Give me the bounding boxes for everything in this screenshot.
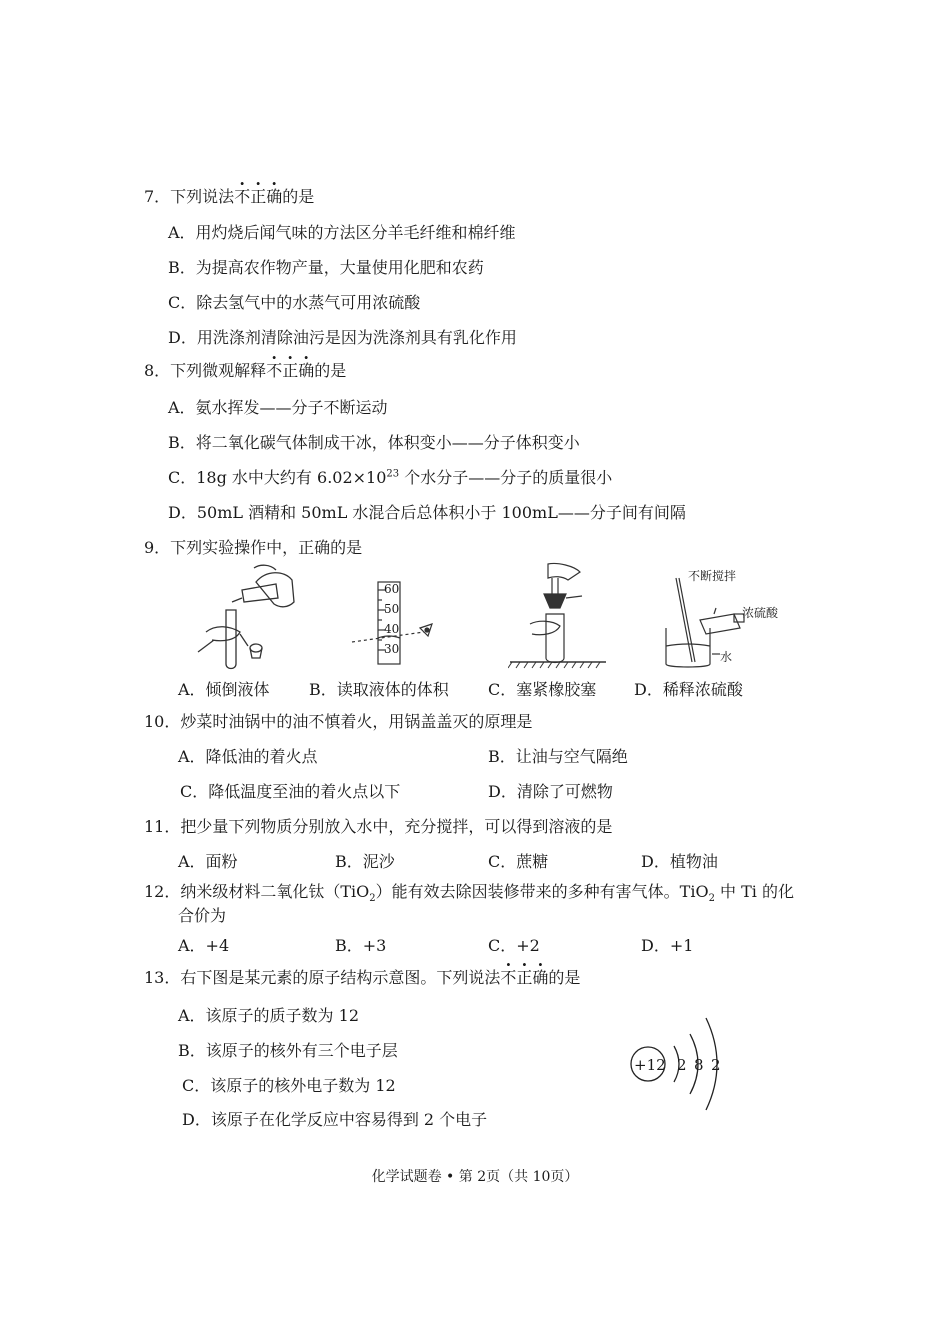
q8-option-b: B．将二氧化碳气体制成干冰，体积变小——分子体积变小 <box>168 433 580 452</box>
q9-caption-a: A．倾倒液体 <box>178 680 270 699</box>
q10-stem: 10．炒菜时油锅中的油不慎着火，用锅盖盖灭的原理是 <box>144 712 533 731</box>
q11-option-c: C．蔗糖 <box>488 852 549 871</box>
q12-option-a: A．+4 <box>178 936 230 955</box>
q12-option-c: C．+2 <box>488 936 540 955</box>
shell-electrons: 8 <box>694 1056 704 1074</box>
q10-option-b: B．让油与空气隔绝 <box>488 747 628 766</box>
tick-label: 60 <box>384 582 400 596</box>
q13-option-b: B．该原子的核外有三个电子层 <box>178 1041 398 1060</box>
q9-caption-b: B．读取液体的体积 <box>309 680 449 699</box>
tick-label: 50 <box>384 602 400 616</box>
q8-option-a: A．氨水挥发——分子不断运动 <box>168 398 388 417</box>
q7-option-c: C．除去氢气中的水蒸气可用浓硫酸 <box>168 293 421 312</box>
q13-stem: 13．右下图是某元素的原子结构示意图。下列说法不正确的是 <box>144 968 581 987</box>
q11-option-a: A．面粉 <box>178 852 238 871</box>
q13-option-c: C．该原子的核外电子数为 12 <box>182 1076 396 1095</box>
q7-option-a: A．用灼烧后闻气味的方法区分羊毛纤维和棉纤维 <box>168 223 516 242</box>
water-label: 水 <box>720 650 733 664</box>
q9-caption-c: C．塞紧橡胶塞 <box>488 680 597 699</box>
q11-option-d: D．植物油 <box>641 852 718 871</box>
rubber-stopper-figure <box>508 562 608 670</box>
q11-option-b: B．泥沙 <box>335 852 395 871</box>
q9-stem: 9．下列实验操作中，正确的是 <box>144 538 363 557</box>
q7-option-b: B．为提高农作物产量，大量使用化肥和农药 <box>168 258 484 277</box>
stir-label: 不断搅拌 <box>688 569 737 583</box>
acid-label: 浓硫酸 <box>742 606 779 620</box>
q10-option-c: C．降低温度至油的着火点以下 <box>180 782 401 801</box>
pouring-liquid-figure <box>196 562 306 672</box>
nucleus-charge: +12 <box>634 1056 666 1074</box>
shell-electrons: 2 <box>677 1056 687 1074</box>
q8-option-c: C．18g 水中大约有 $6.02\times 10^{23}$ 个水分子——分子的质量很小 <box>168 468 613 487</box>
q9-caption-d: D．稀释浓硫酸 <box>634 680 743 699</box>
q10-option-a: A．降低油的着火点 <box>178 747 318 766</box>
q12-stem-line2: 合价为 <box>178 906 227 925</box>
page-footer: 化学试题卷 • 第 2页（共 10页） <box>371 1169 579 1185</box>
q12-option-d: D．+1 <box>641 936 694 955</box>
q12-stem: 12．纳米级材料二氧化钛（TiO$_2$）能有效去除因装修带来的多种有害气体。TiO$_2$ 中 Ti 的化 <box>144 882 795 905</box>
q11-stem: 11．把少量下列物质分别放入水中，充分搅拌，可以得到溶液的是 <box>144 817 613 836</box>
q13-option-d: D．该原子在化学反应中容易得到 2 个电子 <box>182 1110 488 1129</box>
tick-label: 30 <box>384 642 400 656</box>
q13-option-a: A．该原子的质子数为 12 <box>178 1006 360 1025</box>
q7-stem: 7．下列说法不正确的是 <box>144 187 315 206</box>
shell-electrons: 2 <box>711 1056 721 1074</box>
q7-option-d: D．用洗涤剂清除油污是因为洗涤剂具有乳化作用 <box>168 328 517 347</box>
q12-option-b: B．+3 <box>335 936 387 955</box>
q8-stem: 8．下列微观解释不正确的是 <box>144 361 347 380</box>
q10-option-d: D．清除了可燃物 <box>488 782 613 801</box>
tick-label: 40 <box>384 622 400 636</box>
q8-option-d: D．50mL 酒精和 50mL 水混合后总体积小于 100mL——分子间有间隔 <box>168 503 686 522</box>
